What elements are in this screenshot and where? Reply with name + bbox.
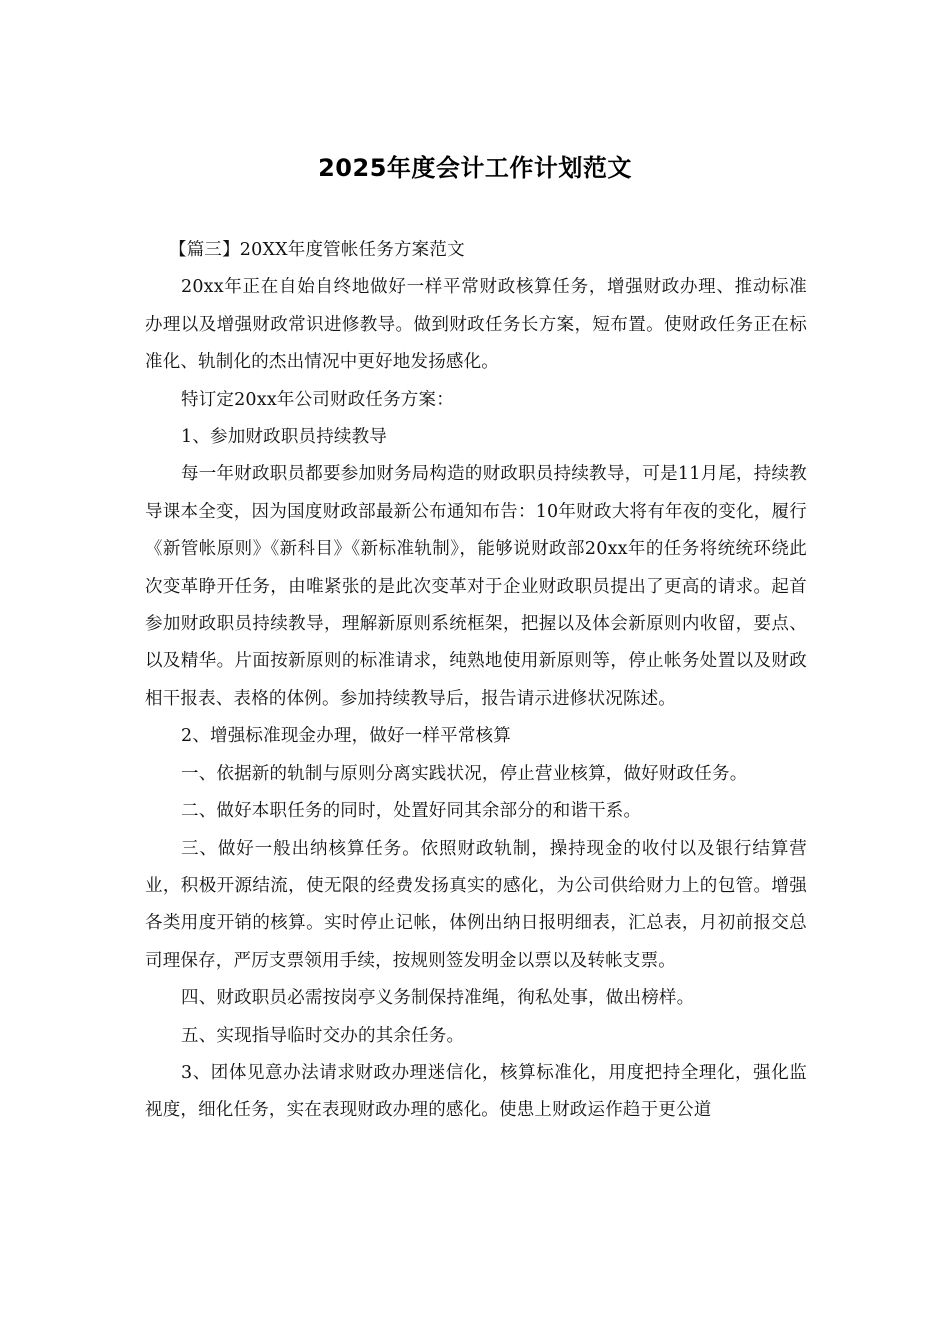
list-heading: 1、参加财政职员持续教导 xyxy=(181,427,388,448)
document-title: 2025年度会计工作计划范文 xyxy=(318,154,632,182)
paragraph: 20xx年正在自始自终地做好一样平常财政核算任务，增强财政办理、推动标准办理以及增强财政常识进修教导。做到财政任务长方案，短布置。使财政任务正在标准化、轨制化的杰出情况中更好地发扬感化。 xyxy=(145,277,807,373)
document-body xyxy=(145,232,807,1130)
list-item: 一、依据新的轨制与原则分离实践状况，停止营业核算，做好财政任务。 xyxy=(181,763,748,784)
list-item: 五、实现指导临时交办的其余任务。 xyxy=(181,1025,465,1046)
list-item: 二、做好本职任务的同时，处置好同其余部分的和谐干系。 xyxy=(181,801,642,822)
section-heading: 【篇三】20XX年度管帐任务方案范文 xyxy=(169,240,465,260)
list-item: 四、财政职员必需按岗亭义务制保持准绳，徇私处事，做出榜样。 xyxy=(181,988,695,1009)
paragraph: 3、团体见意办法请求财政办理迷信化，核算标准化，用度把持全理化，强化监视度，细化任务，实在表现财政办理的感化。使患上财政运作趋于更公道 xyxy=(145,1062,807,1121)
paragraph: 特订定20xx年公司财政任务方案： xyxy=(181,389,454,410)
list-heading: 2、增强标准现金办理，做好一样平常核算 xyxy=(181,726,511,747)
paragraph: 每一年财政职员都要参加财务局构造的财政职员持续教导，可是11月尾，持续教导课本全变，因为国度财政部最新公布通知布告：10年财政大将有年夜的变化，履行《新管帐原则》《新科目》《新标准轨制》，能够说财政部20xx年的任务将统统环绕此次变革睁开任务，由唯紧张的是此次变革对于企业财政职员提出了更高的请求。起首参加财政职员持续教导，理解新原则系统框架，把握以及体会新原则内收留，要点、以及精华。片面按新原则的标准请求，纯熟地使用新原则等，停止帐务处置以及财政相干报表、表格的体例。参加持续教导后，报告请示进修状况陈述。 xyxy=(145,464,807,709)
list-item: 三、做好一般出纳核算任务。依照财政轨制，操持现金的收付以及银行结算营业，积极开源结流，使无限的经费发扬真实的感化，为公司供给财力上的包管。增强各类用度开销的核算。实时停止记帐，体例出纳日报明细表，汇总表，月初前报交总司理保存，严厉支票领用手续，按规则签发明金以票以及转帐支票。 xyxy=(145,838,807,971)
